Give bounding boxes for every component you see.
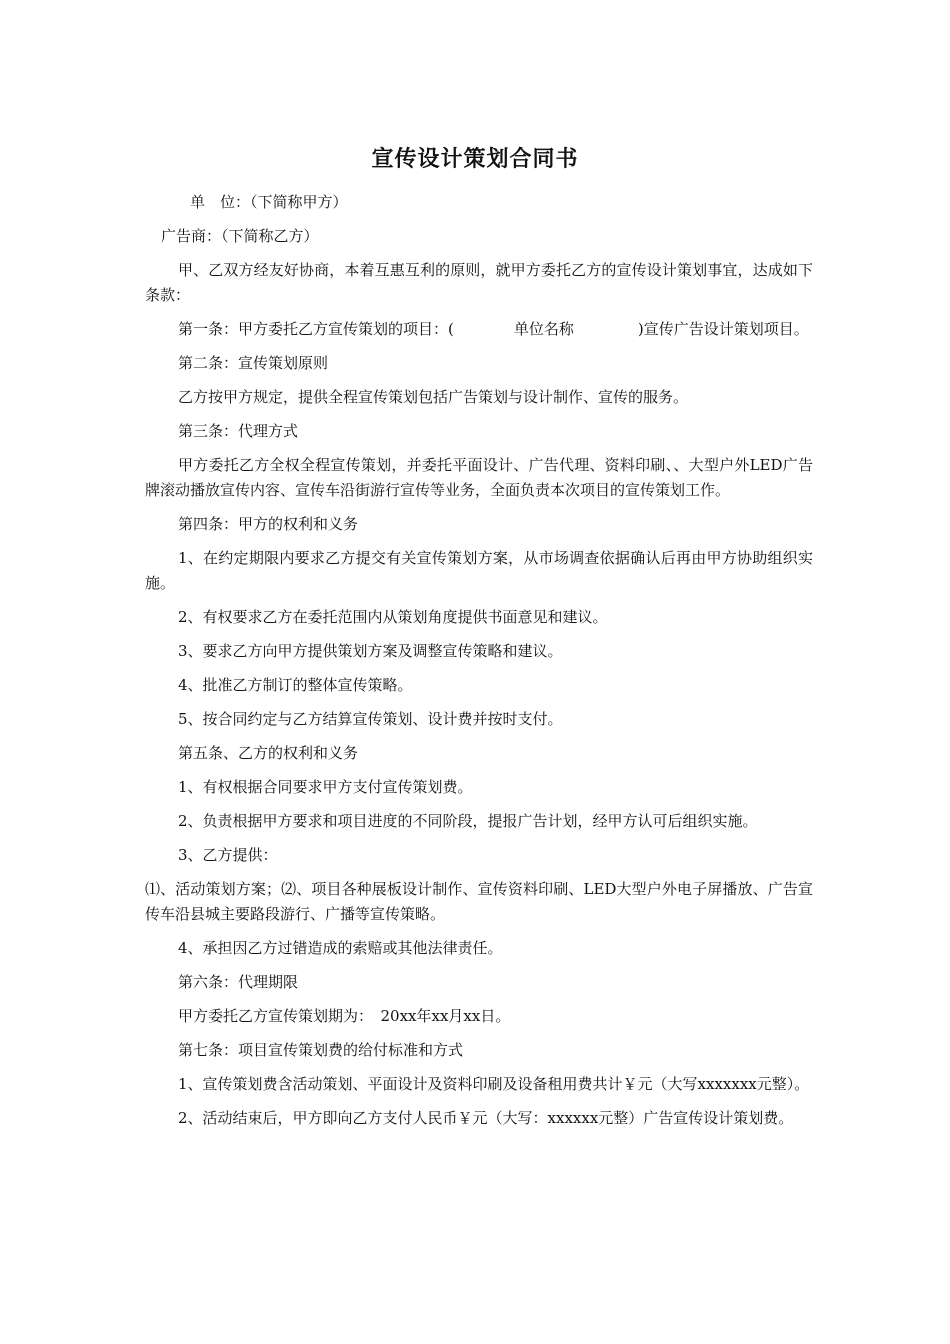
article-5-heading: 第五条、乙方的权利和义务 bbox=[178, 744, 359, 762]
article-4-item-4: 4、批准乙方制订的整体宣传策略。 bbox=[178, 676, 413, 694]
article-7-heading: 第七条：项目宣传策划费的给付标准和方式 bbox=[178, 1041, 464, 1059]
article-1 bbox=[145, 317, 813, 342]
article-4-item-3: 3、要求乙方向甲方提供策划方案及调整宣传策略和建议。 bbox=[178, 642, 563, 660]
party-b-line: 广告商：（下简称乙方） bbox=[161, 227, 319, 245]
article-4-heading: 第四条：甲方的权利和义务 bbox=[178, 515, 359, 533]
article-5-item-3: 3、乙方提供： bbox=[178, 846, 278, 864]
article-3-heading: 第三条：代理方式 bbox=[178, 422, 299, 440]
article-7-item-1: 1、宣传策划费含活动策划、平面设计及资料印刷及设备租用费共计￥元（大写xxxxxxx元整）。 bbox=[178, 1075, 810, 1093]
article-3-text: 甲方委托乙方全权全程宣传策划，并委托平面设计、广告代理、资料印刷、、大型户外LED广告牌滚动播放宣传内容、宣传车沿街游行宣传等业务，全面负责本次项目的宣传策划工作。 bbox=[145, 456, 813, 499]
article-1-prefix: 第一条：甲方委托乙方宣传策划的项目：( bbox=[178, 320, 454, 338]
article-4-item-5: 5、按合同约定与乙方结算宣传策划、设计费并按时支付。 bbox=[178, 710, 563, 728]
article-5-item-2: 2、负责根据甲方要求和项目进度的不同阶段，提报广告计划，经甲方认可后组织实施。 bbox=[178, 812, 758, 830]
article-2-text: 乙方按甲方规定，提供全程宣传策划包括广告策划与设计制作、宣传的服务。 bbox=[178, 388, 689, 406]
party-a-line: 单 位：（下简称甲方） bbox=[190, 193, 348, 211]
article-4-item-1: 1、在约定期限内要求乙方提交有关宣传策划方案，从市场调查依据确认后再由甲方协助组织实施。 bbox=[145, 549, 813, 592]
article-5-item-3-detail: ⑴、活动策划方案；⑵、项目各种展板设计制作、宣传资料印刷、LED大型户外电子屏播放、广告宣传车沿县城主要路段游行、广播等宣传策略。 bbox=[145, 880, 813, 923]
article-6-text: 甲方委托乙方宣传策划期为： 20xx年xx月xx日。 bbox=[178, 1007, 511, 1025]
article-5-item-4: 4、承担因乙方过错造成的索赔或其他法律责任。 bbox=[178, 939, 503, 957]
article-7-item-2: 2、活动结束后，甲方即向乙方支付人民币￥元（大写：xxxxxx元整）广告宣传设计策划费。 bbox=[178, 1109, 794, 1127]
article-1-unit-name: 单位名称 bbox=[513, 320, 574, 338]
document-body bbox=[145, 190, 813, 1140]
article-6-heading: 第六条：代理期限 bbox=[178, 973, 299, 991]
article-4-item-2: 2、有权要求乙方在委托范围内从策划角度提供书面意见和建议。 bbox=[178, 608, 608, 626]
article-2-heading: 第二条：宣传策划原则 bbox=[178, 354, 329, 372]
document-title: 宣传设计策划合同书 bbox=[371, 147, 579, 172]
article-5-item-1: 1、有权根据合同要求甲方支付宣传策划费。 bbox=[178, 778, 473, 796]
article-1-suffix: )宣传广告设计策划项目。 bbox=[637, 320, 809, 338]
preamble: 甲、乙双方经友好协商，本着互惠互利的原则，就甲方委托乙方的宣传设计策划事宜，达成如下条款： bbox=[145, 261, 813, 304]
